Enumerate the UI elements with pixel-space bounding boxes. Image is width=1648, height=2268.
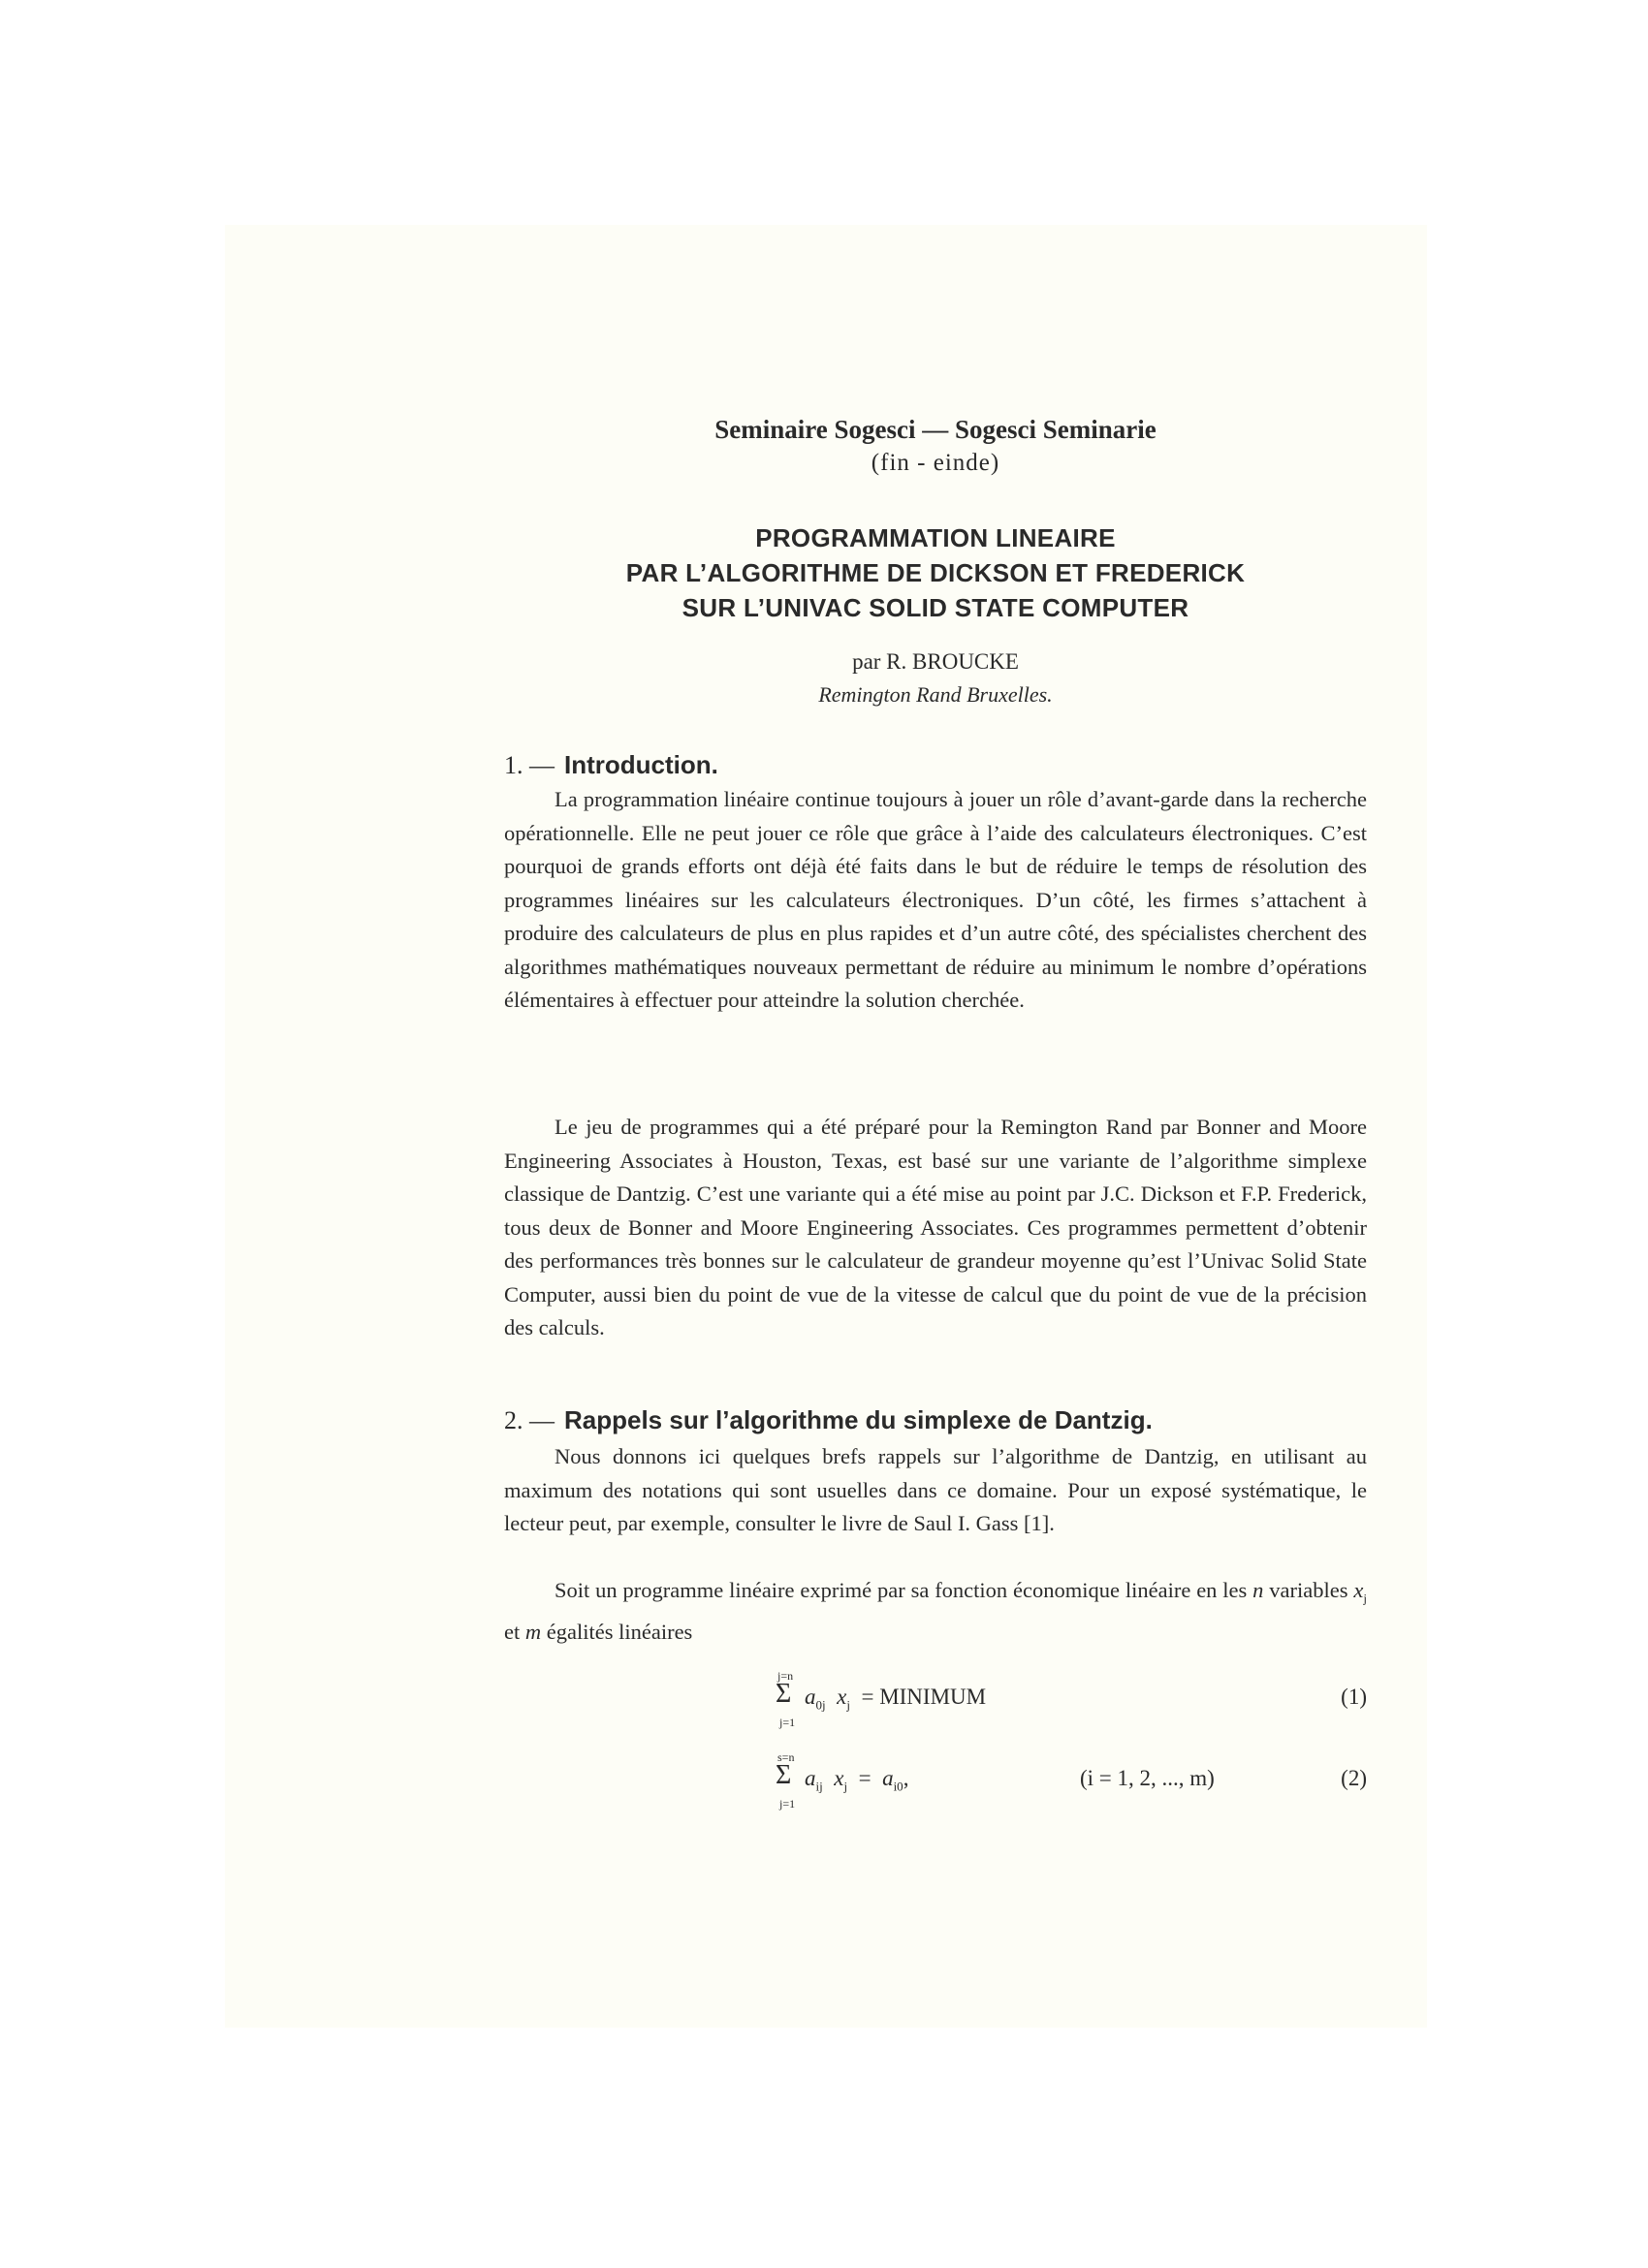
var-x-subscript: j bbox=[846, 1697, 850, 1713]
sum-lower-limit: j=1 bbox=[779, 1797, 796, 1811]
coef-a-subscript: 0j bbox=[815, 1697, 826, 1713]
comma: , bbox=[903, 1766, 909, 1790]
variable-x: x bbox=[1353, 1578, 1364, 1602]
coef-a-subscript: ij bbox=[815, 1779, 823, 1794]
equation-2 bbox=[504, 1750, 1367, 1814]
section-1-heading bbox=[504, 750, 718, 780]
section-2-paragraph-1: Nous donnons ici quelques brefs rappels sur l’algorithme de Dantzig, en utilisant au maximum des notations qui sont usuelles dans ce domaine. Pour un exposé systématique, le lecteur peut, par exemple, consulter le livre de Saul I. Gass [1]. bbox=[504, 1444, 1367, 1535]
author-name: par R. BROUCKE bbox=[852, 649, 1019, 674]
coef-a: a bbox=[805, 1685, 816, 1709]
equation-1-rhs: = MINIMUM bbox=[861, 1685, 987, 1709]
section-2-heading bbox=[504, 1405, 1153, 1435]
seminar-header: Seminaire Sogesci — Sogesci Seminarie bbox=[714, 415, 1157, 444]
section-2-label: Rappels sur l’algorithme du simplexe de Dantzig. bbox=[564, 1405, 1153, 1434]
coef-a: a bbox=[805, 1766, 816, 1790]
var-x: x bbox=[837, 1685, 847, 1709]
text-run: variables bbox=[1263, 1578, 1354, 1602]
seminar-subtitle: (fin - einde) bbox=[871, 450, 1000, 476]
equation-1 bbox=[504, 1669, 1367, 1733]
equation-2-condition: (i = 1, 2, ..., m) bbox=[1080, 1766, 1215, 1790]
rhs-a-subscript: i0 bbox=[893, 1779, 903, 1794]
section-1-paragraph-2: Le jeu de programmes qui a été préparé pour la Remington Rand par Bonner and Moore Engineering Associates à Houston, Texas, est basé sur une variante de l’algorithme simplexe classique de Dantzig. C’est une variante qui a été mise au point par J.C. Dickson et F.P. Frederick, tous deux de Bonner and Moore Engineering Associates. Ces programmes permettent d’obtenir des performances très bonnes sur le calculateur de grandeur moyenne qu’est l’Univac Solid State Computer, aussi bien du point de vue de la vitesse de calcul que du point de vue de la précision des calculs. bbox=[504, 1115, 1367, 1339]
sigma-symbol: Σ bbox=[776, 1760, 792, 1790]
var-x: x bbox=[834, 1766, 844, 1790]
variable-m: m bbox=[524, 1620, 542, 1644]
section-2-paragraph-2 bbox=[504, 1574, 1367, 1650]
text-run: égalités linéaires bbox=[541, 1620, 693, 1644]
text-run: et bbox=[504, 1620, 525, 1644]
section-1-paragraph-1: La programmation linéaire continue toujours à jouer un rôle d’avant-garde dans la recherche opérationnelle. Elle ne peut jouer ce rôle que grâce à l’aide des calculateurs électroniques. C’est pourquoi de grands efforts ont déjà été faits dans le but de réduire le temps de résolution des programmes linéaires sur les calculateurs électroniques. D’un côté, les firmes s’attachent à produire des calculateurs de plus en plus rapides et d’un autre côté, des spécialistes cherchent des algorithmes mathématiques nouveaux permettant de réduire au minimum le nombre d’opérations élémentaires à effectuer pour atteindre la solution cherchée. bbox=[504, 787, 1367, 1012]
sum-lower-limit: j=1 bbox=[779, 1716, 796, 1729]
equation-1-tag: (1) bbox=[1341, 1685, 1367, 1709]
title-line-3: SUR L’UNIVAC SOLID STATE COMPUTER bbox=[681, 593, 1189, 622]
section-1-label: Introduction. bbox=[564, 750, 718, 779]
sum-upper-limit: j=n bbox=[777, 1669, 794, 1683]
sum-upper-limit: s=n bbox=[777, 1750, 795, 1764]
author-affiliation: Remington Rand Bruxelles. bbox=[818, 682, 1053, 707]
section-2-number: 2. — bbox=[504, 1406, 555, 1434]
var-x-subscript: j bbox=[843, 1779, 848, 1794]
equation-1-term bbox=[805, 1685, 986, 1714]
equals-sign: = bbox=[858, 1766, 872, 1790]
text-run: Soit un programme linéaire exprimé par sa fonction économique linéaire en les bbox=[555, 1578, 1253, 1602]
title-line-2: PAR L’ALGORITHME DE DICKSON ET FREDERICK bbox=[625, 558, 1246, 587]
variable-n: n bbox=[1252, 1578, 1264, 1602]
sigma-symbol: Σ bbox=[776, 1679, 792, 1709]
title-line-1: PROGRAMMATION LINEAIRE bbox=[755, 523, 1116, 552]
equation-2-term bbox=[805, 1766, 908, 1795]
rhs-a: a bbox=[882, 1766, 894, 1790]
section-1-number: 1. — bbox=[504, 751, 555, 779]
equation-2-tag: (2) bbox=[1341, 1766, 1367, 1790]
subscript-j: j bbox=[1363, 1591, 1367, 1606]
